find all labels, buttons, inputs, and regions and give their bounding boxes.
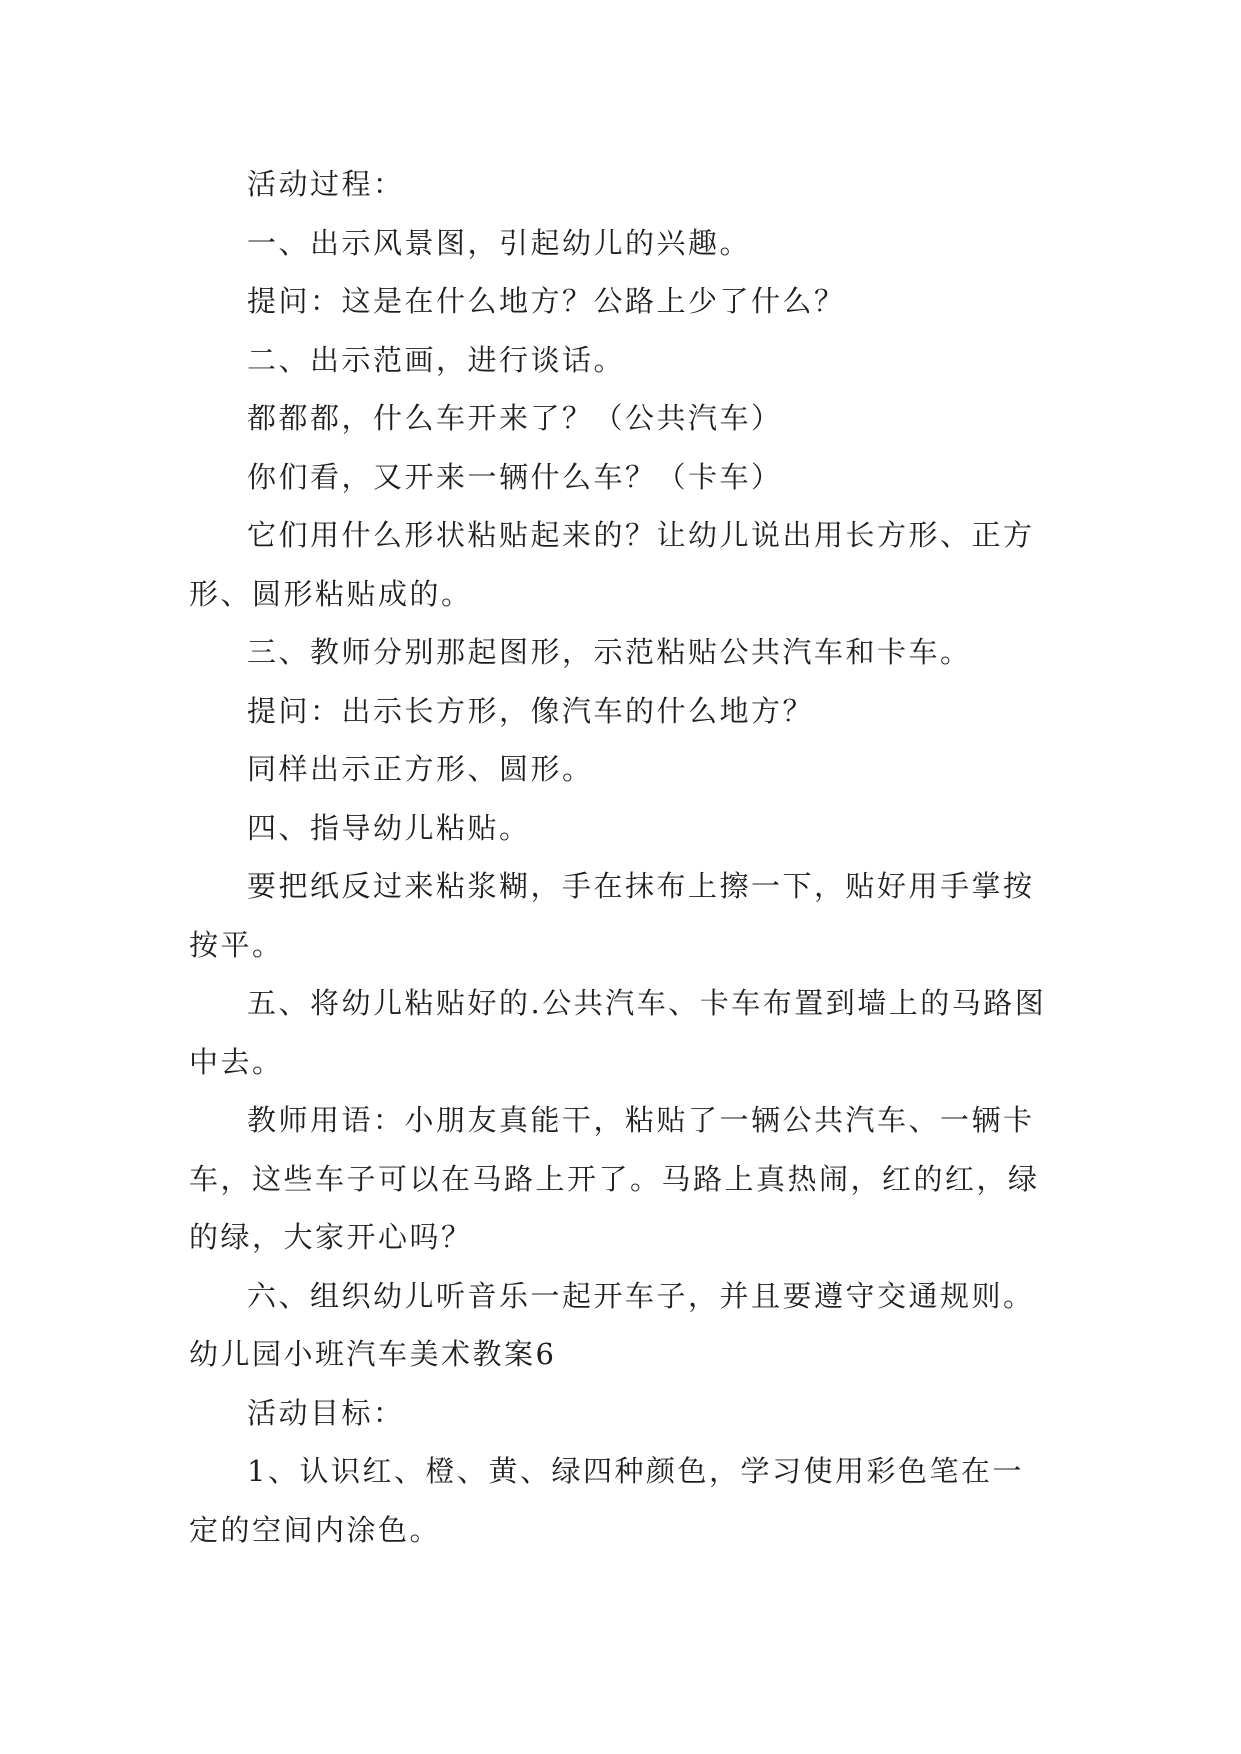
paragraph-goal-one: 1、认识红、橙、黄、绿四种颜色，学习使用彩色笔在一定的空间内涂色。 bbox=[189, 1454, 1024, 1547]
paragraph-shapes-demo: 同样出示正方形、圆形。 bbox=[247, 752, 594, 786]
document-page bbox=[189, 155, 1051, 1559]
paragraph-step-four: 四、指导幼儿粘贴。 bbox=[247, 810, 531, 845]
paragraph-question-1: 提问：这是在什么地方？公路上少了什么？ bbox=[247, 284, 846, 318]
paragraph-activity-process-heading: 活动过程： bbox=[247, 167, 405, 201]
paragraph-step-five: 五、将幼儿粘贴好的.公共汽车、卡车布置到墙上的马路图中去。 bbox=[189, 986, 1047, 1079]
paragraph-step-three: 三、教师分别那起图形，示范粘贴公共汽车和卡车。 bbox=[247, 635, 972, 669]
paragraph-teacher-speech: 教师用语：小朋友真能干，粘贴了一辆公共汽车、一辆卡车，这些车子可以在马路上开了。马路上真热闹，红的红，绿的绿，大家开心吗？ bbox=[189, 1103, 1040, 1254]
paragraph-activity-goals-heading: 活动目标： bbox=[247, 1395, 405, 1430]
paragraph-bus-question: 都都都，什么车开来了？（公共汽车） bbox=[247, 401, 783, 435]
paragraph-paste-instructions: 要把纸反过来粘浆糊，手在抹布上擦一下，贴好用手掌按按平。 bbox=[189, 869, 1035, 962]
paragraph-shapes-question: 它们用什么形状粘贴起来的？让幼儿说出用长方形、正方形、圆形粘贴成的。 bbox=[189, 518, 1035, 611]
paragraph-truck-question: 你们看，又开来一辆什么车？（卡车） bbox=[247, 459, 783, 494]
section-title: 幼儿园小班汽车美术教案6 bbox=[189, 1337, 557, 1371]
paragraph-step-one: 一、出示风景图，引起幼儿的兴趣。 bbox=[247, 225, 752, 260]
paragraph-step-six: 六、组织幼儿听音乐一起开车子，并且要遵守交通规则。 bbox=[247, 1278, 1035, 1313]
paragraph-question-2: 提问：出示长方形，像汽车的什么地方？ bbox=[247, 693, 815, 728]
paragraph-step-two: 二、出示范画，进行谈话。 bbox=[247, 342, 626, 377]
